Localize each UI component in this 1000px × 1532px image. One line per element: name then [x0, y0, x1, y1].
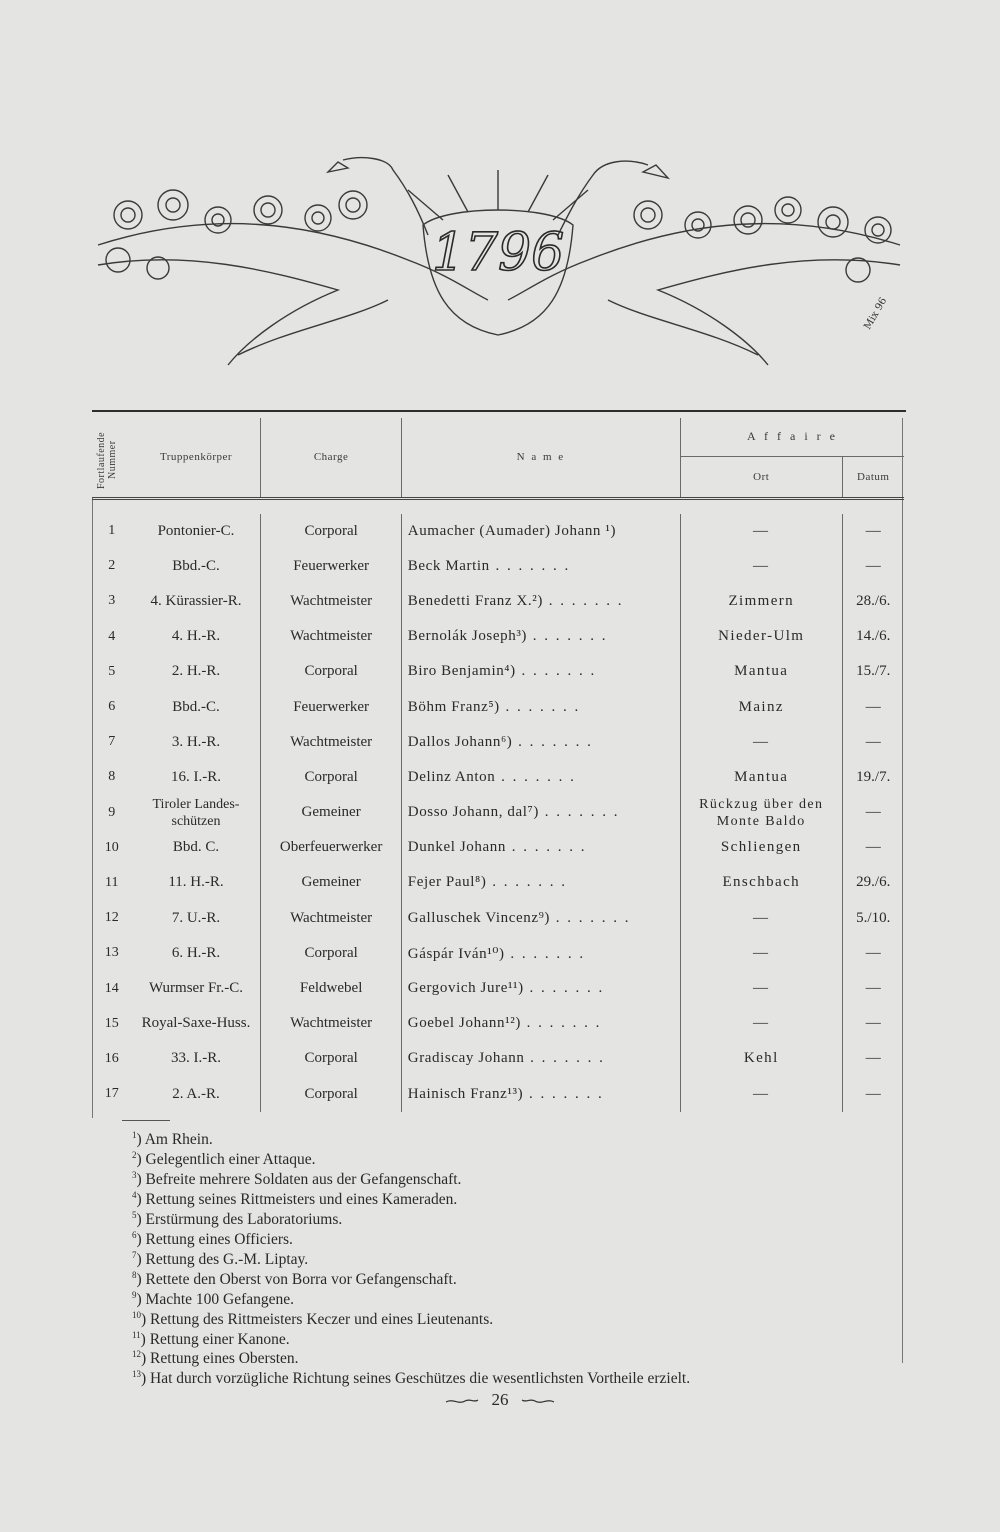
row-number: 7: [108, 734, 116, 750]
name-cell: Goebel Johann¹²) . . .: [401, 1006, 680, 1041]
truppenkoerper-cell: 3. H.-R.: [171, 733, 221, 750]
row-number: 2: [108, 558, 116, 574]
name-cell: Dosso Johann, dal⁷) . . .: [401, 795, 680, 830]
footnote-text: Befreite mehrere Soldaten aus der Gefangenschaft.: [145, 1171, 462, 1189]
row-number: 17: [104, 1086, 119, 1102]
datum-cell: —: [842, 1077, 904, 1112]
header-truppenkoerper: Truppenkörper: [159, 451, 233, 464]
name-cell: Dallos Johann⁶) . . .: [401, 725, 680, 760]
ort-cell: —: [681, 901, 842, 936]
footnote-text: Rettung des G.-M. Liptay.: [145, 1250, 309, 1268]
footnote-mark: 13: [132, 1369, 141, 1380]
row-number: 9: [108, 804, 116, 820]
datum-cell: —: [842, 795, 904, 830]
name-cell: Dunkel Johann . . .: [401, 830, 680, 865]
datum-cell: —: [842, 971, 904, 1006]
ort-cell: Kehl: [681, 1041, 842, 1076]
charge-cell: Feuerwerker: [261, 689, 401, 724]
footnote-mark: 8: [132, 1269, 137, 1280]
truppenkoerper-cell: 2. H.-R.: [171, 663, 221, 680]
roster-table: [92, 418, 904, 1112]
footnote-item: $^3$) Befreite mehrere Soldaten aus der Gefangenschaft.: [132, 1169, 462, 1189]
datum-cell: —: [842, 689, 904, 724]
footnote-item: $^7$) Rettung des G.-M. Liptay.: [132, 1249, 309, 1268]
ornament-1796-graphic: [88, 150, 910, 385]
name-cell: Aumacher (Aumader) Johann ¹): [401, 514, 680, 549]
footnote-mark: 1: [132, 1130, 137, 1140]
charge-cell: Wachtmeister: [261, 901, 401, 936]
footnotes: [132, 1128, 892, 1387]
datum-cell: —: [842, 514, 904, 549]
truppenkoerper-cell: Bbd.-C.: [172, 698, 220, 715]
datum-cell: —: [842, 936, 904, 971]
row-number: 6: [108, 699, 116, 715]
header-datum: Datum: [842, 456, 904, 498]
name-cell: Benedetti Franz X.²) . . .: [401, 584, 680, 619]
charge-cell: Corporal: [261, 514, 401, 549]
ort-cell: Zimmern: [681, 584, 842, 619]
row-number: 11: [105, 874, 119, 890]
right-ornament-icon: [521, 1397, 555, 1405]
truppenkoerper-cell: 6. H.-R.: [171, 944, 221, 961]
table-row: [92, 830, 904, 865]
charge-cell: Wachtmeister: [261, 584, 401, 619]
footnote-item: $^8$) Rettete den Oberst von Borra vor Gefangenschaft.: [132, 1269, 457, 1288]
charge-cell: Corporal: [261, 1077, 401, 1112]
datum-cell: —: [842, 830, 904, 865]
ort-cell: Rückzug über den Monte Baldo: [681, 795, 842, 830]
footnote-item: $^{11}$) Rettung einer Kanone.: [132, 1329, 290, 1348]
table-row: [92, 1077, 904, 1112]
row-number: 1: [108, 523, 116, 539]
ort-cell: —: [681, 549, 842, 584]
header-ort: Ort: [681, 456, 842, 498]
footnote-rule: [122, 1120, 170, 1121]
charge-cell: Corporal: [261, 654, 401, 689]
footnote-text: Am Rhein.: [144, 1131, 213, 1149]
footnote-mark: 6: [132, 1229, 137, 1240]
charge-cell: Feldwebel: [261, 971, 401, 1006]
name-cell: Hainisch Franz¹³) . . .: [401, 1077, 680, 1112]
ort-cell: Nieder-Ulm: [681, 619, 842, 654]
charge-cell: Corporal: [261, 936, 401, 971]
footnote-mark: 4: [132, 1189, 137, 1200]
header-charge: Charge: [261, 418, 401, 498]
name-cell: Delinz Anton . . .: [401, 760, 680, 795]
footnote-item: $^4$) Rettung seines Rittmeisters und eines Kameraden.: [132, 1189, 458, 1209]
ort-cell: Mainz: [681, 689, 842, 724]
top-rule: [92, 410, 906, 412]
footnote-mark: 2: [132, 1149, 137, 1160]
ort-cell: —: [681, 514, 842, 549]
footnote-mark: 11: [132, 1329, 141, 1340]
header-nummer: Fortlaufende Nummer: [96, 431, 118, 489]
footnote-mark: 5: [132, 1209, 137, 1220]
footnote-item: $^1$) Am Rhein.: [132, 1130, 213, 1149]
table-row: [92, 584, 904, 619]
table-row: [92, 619, 904, 654]
ort-cell: —: [681, 1006, 842, 1041]
truppenkoerper-cell: Bbd. C.: [172, 839, 220, 856]
row-number: 13: [104, 945, 119, 961]
table-row: [92, 1041, 904, 1076]
footnote-mark: 12: [132, 1349, 141, 1360]
charge-cell: Oberfeuerwerker: [261, 830, 401, 865]
datum-cell: —: [842, 549, 904, 584]
name-cell: Fejer Paul⁸) . . .: [401, 865, 680, 900]
footnote-item: $^{12}$) Rettung eines Obersten.: [132, 1349, 299, 1368]
row-number: 5: [108, 663, 116, 679]
name-cell: Beck Martin . . .: [401, 549, 680, 584]
table-row: [92, 971, 904, 1006]
charge-cell: Wachtmeister: [261, 1006, 401, 1041]
table-row: [92, 936, 904, 971]
datum-cell: —: [842, 1006, 904, 1041]
truppenkoerper-cell: Tiroler Landes-schützen: [152, 796, 240, 829]
footnote-text: Hat durch vorzügliche Richtung seines Geschützes die wesentlichsten Vortheile erzielt.: [150, 1370, 691, 1388]
truppenkoerper-cell: 16. I.-R.: [170, 768, 221, 785]
footnote-text: Machte 100 Gefangene.: [145, 1290, 295, 1308]
datum-cell: 19./7.: [842, 760, 904, 795]
footnote-mark: 9: [132, 1289, 137, 1300]
ort-cell: Schliengen: [681, 830, 842, 865]
table-row: [92, 689, 904, 724]
footnote-item: $^5$) Erstürmung des Laboratoriums.: [132, 1209, 343, 1228]
truppenkoerper-cell: 2. A.-R.: [172, 1085, 220, 1102]
row-number: 12: [104, 910, 119, 926]
roster-body: [92, 514, 904, 1112]
row-number: 10: [104, 839, 119, 855]
truppenkoerper-cell: 7. U.-R.: [171, 909, 221, 926]
ort-cell: Mantua: [681, 654, 842, 689]
row-number: 4: [108, 628, 116, 644]
truppenkoerper-cell: 4. Kürassier-R.: [150, 592, 242, 609]
name-cell: Gáspár Iván¹⁰) . . .: [401, 936, 680, 971]
ort-cell: —: [681, 725, 842, 760]
table-row: [92, 549, 904, 584]
name-cell: Böhm Franz⁵) . . .: [401, 689, 680, 724]
name-cell: Biro Benjamin⁴) . . .: [401, 654, 680, 689]
table-row: [92, 514, 904, 549]
table-row: [92, 865, 904, 900]
truppenkoerper-cell: Pontonier-C.: [157, 522, 235, 539]
table-row: [92, 795, 904, 830]
name-cell: Bernolák Joseph³) . . .: [401, 619, 680, 654]
charge-cell: Gemeiner: [261, 865, 401, 900]
row-number: 3: [108, 593, 116, 609]
ort-cell: —: [681, 1077, 842, 1112]
datum-cell: 29./6.: [842, 865, 904, 900]
charge-cell: Corporal: [261, 760, 401, 795]
row-number: 14: [104, 980, 119, 996]
footnote-text: Rettung einer Kanone.: [149, 1330, 290, 1348]
footnote-item: $^{10}$) Rettung des Rittmeisters Keczer und eines Lieutenants.: [132, 1309, 494, 1328]
footnote-item: $^2$) Gelegentlich einer Attaque.: [132, 1149, 316, 1169]
charge-cell: Wachtmeister: [261, 725, 401, 760]
charge-cell: Gemeiner: [261, 795, 401, 830]
table-row: [92, 1006, 904, 1041]
page-number-line: [0, 1390, 1000, 1410]
datum-cell: —: [842, 725, 904, 760]
name-cell: Gradiscay Johann . . .: [401, 1041, 680, 1076]
table-row: [92, 901, 904, 936]
footnote-text: Rettung seines Rittmeisters und eines Kameraden.: [145, 1191, 458, 1209]
ort-cell: Enschbach: [681, 865, 842, 900]
ort-cell: Mantua: [681, 760, 842, 795]
footnote-text: Gelegentlich einer Attaque.: [145, 1151, 316, 1169]
left-ornament-icon: [445, 1397, 479, 1405]
truppenkoerper-cell: Bbd.-C.: [172, 557, 220, 574]
row-number: 8: [108, 769, 116, 785]
charge-cell: Wachtmeister: [261, 619, 401, 654]
footnote-text: Rettung eines Obersten.: [150, 1350, 299, 1368]
footnote-mark: 3: [132, 1169, 137, 1180]
footnote-text: Rettete den Oberst von Borra vor Gefangenschaft.: [145, 1270, 457, 1288]
ort-cell: —: [681, 971, 842, 1006]
datum-cell: 5./10.: [842, 901, 904, 936]
table-row: [92, 725, 904, 760]
datum-cell: 15./7.: [842, 654, 904, 689]
footnote-mark: 10: [132, 1309, 141, 1320]
truppenkoerper-cell: Royal-Saxe-Huss.: [141, 1015, 251, 1032]
row-number: 16: [104, 1050, 119, 1066]
datum-cell: —: [842, 1041, 904, 1076]
artist-signature: Mix 96: [862, 295, 890, 332]
truppenkoerper-cell: 11. H.-R.: [168, 874, 224, 891]
header-affaire: A f f a i r e: [681, 418, 904, 456]
footnote-item: $^6$) Rettung eines Officiers.: [132, 1229, 293, 1248]
footnote-text: Erstürmung des Laboratoriums.: [145, 1210, 343, 1228]
footnote-text: Rettung eines Officiers.: [145, 1230, 293, 1248]
footnote-mark: 7: [132, 1249, 137, 1260]
charge-cell: Corporal: [261, 1041, 401, 1076]
datum-cell: 14./6.: [842, 619, 904, 654]
footnote-item: $^9$) Machte 100 Gefangene.: [132, 1289, 295, 1308]
truppenkoerper-cell: 4. H.-R.: [171, 628, 221, 645]
footnote-item: $^{13}$) Hat durch vorzügliche Richtung seines Geschützes die wesentlichsten Vortheile erzielt.: [132, 1369, 691, 1388]
table-row: [92, 760, 904, 795]
table-row: [92, 654, 904, 689]
footnote-text: Rettung des Rittmeisters Keczer und eines Lieutenants.: [150, 1310, 494, 1328]
truppenkoerper-cell: 33. I.-R.: [170, 1050, 221, 1067]
datum-cell: 28./6.: [842, 584, 904, 619]
charge-cell: Feuerwerker: [261, 549, 401, 584]
name-cell: Gergovich Jure¹¹) . . .: [401, 971, 680, 1006]
truppenkoerper-cell: Wurmser Fr.-C.: [149, 980, 243, 997]
header-name: N a m e: [401, 418, 680, 498]
vignette-illustration: [88, 150, 910, 385]
vignette-year: 1796: [431, 223, 565, 283]
page-number: 26: [491, 1390, 509, 1409]
name-cell: Galluschek Vincenz⁹) . . .: [401, 901, 680, 936]
row-number: 15: [104, 1015, 119, 1031]
ort-cell: —: [681, 936, 842, 971]
